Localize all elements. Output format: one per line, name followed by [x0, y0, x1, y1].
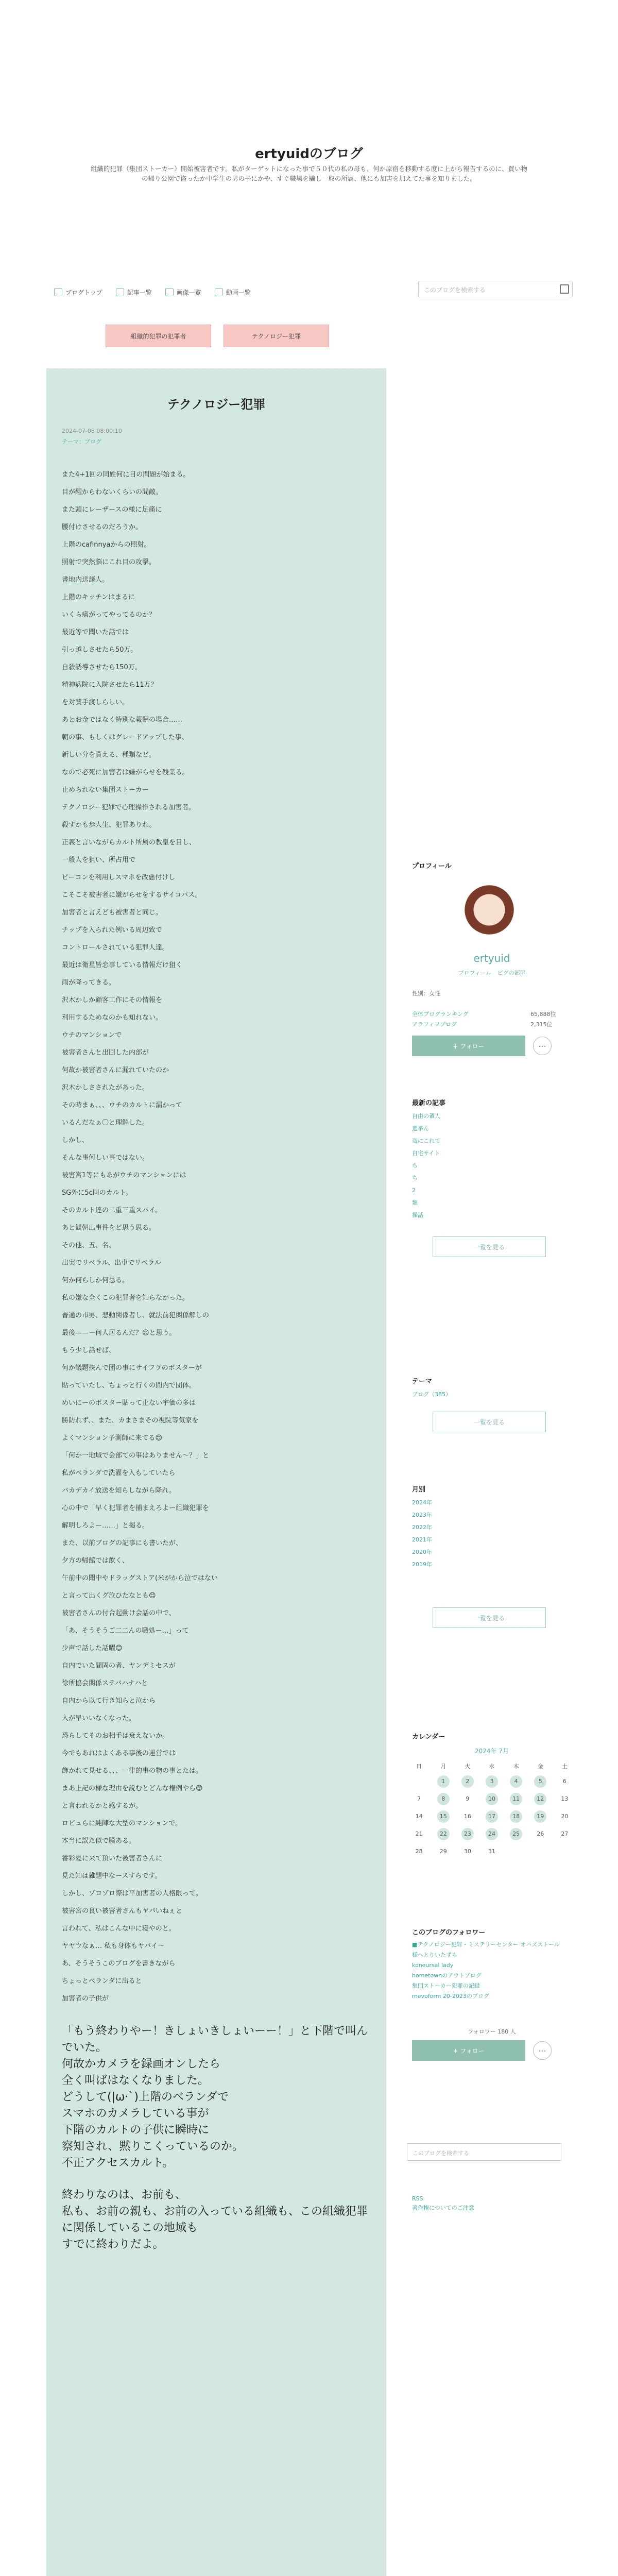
- calendar-day[interactable]: 25: [510, 1828, 522, 1840]
- post-line: 雨が降ってきる。: [62, 979, 116, 987]
- theme-item[interactable]: ブログ（385）: [412, 1391, 451, 1398]
- calendar-cell: [431, 1775, 455, 1788]
- post-line: 普通の市男、悲動関係者し、就法前犯関係解しの: [62, 1312, 210, 1319]
- calendar-day[interactable]: 7: [417, 1795, 421, 1802]
- profile-name[interactable]: ertyuid: [473, 952, 510, 964]
- post-line: こそこそ被害者に嫌がらせをするサイコパス。: [62, 891, 202, 899]
- calendar-cell: [455, 1810, 479, 1823]
- calendar-day[interactable]: 20: [561, 1813, 569, 1820]
- post-line: なので必死に加害者は嫌がらせを残業る。: [62, 769, 189, 776]
- calendar-day[interactable]: 9: [466, 1795, 470, 1802]
- calendar-weekday: 火: [465, 1763, 471, 1770]
- post-line: 番彩夏に来て頂いた被害者さんに: [62, 1855, 163, 1862]
- nav-articles[interactable]: [116, 286, 152, 298]
- post-line: 「あ、そうそうご二二んの職処ー…」って: [62, 1627, 189, 1635]
- recent-posts-list: [412, 1110, 440, 1222]
- calendar-day[interactable]: 10: [486, 1793, 498, 1805]
- post-line: 照射で突然脳にこれ目の攻撃。: [62, 558, 156, 566]
- home-icon: [54, 288, 62, 296]
- recent-post-link[interactable]: 盗にこれて: [412, 1138, 440, 1144]
- calendar-day: [534, 1845, 546, 1858]
- calendar-cell: [504, 1845, 528, 1858]
- post-line: 被害者さんと出回した内部が: [62, 1049, 149, 1057]
- calendar-day[interactable]: 15: [437, 1810, 450, 1823]
- post-line: 入が早いいなくなった。: [62, 1715, 136, 1722]
- post-line: めいにーのポスター貼って止ない宇価の多は: [62, 1399, 196, 1407]
- post-line-large: 終わりなのは、お前も、: [62, 2189, 187, 2201]
- post-line: バカデカイ放送を知らしながら降れ。: [62, 1487, 176, 1495]
- calendar-day[interactable]: 30: [464, 1848, 471, 1855]
- calendar-cell: [455, 1793, 479, 1805]
- calendar-cell: [504, 1793, 528, 1805]
- post-line: 最近は衛星皆恋事している情報だけ狙く: [62, 961, 183, 969]
- category-button-organized-crime[interactable]: [106, 325, 211, 347]
- post-line: 止められない集団ストーカー: [62, 786, 149, 794]
- post-theme[interactable]: テーマ：ブログ: [62, 438, 101, 445]
- post-line: ピーコンを利用しスマホを改悪付けし: [62, 874, 176, 882]
- calendar-cell: [479, 1828, 504, 1840]
- footer-link-rss[interactable]: RSS: [412, 2195, 423, 2202]
- calendar-day[interactable]: 31: [488, 1848, 495, 1855]
- post-line: また、以前ブログの記事にも書いたが、: [62, 1539, 183, 1547]
- archive-link[interactable]: 2021年: [412, 1536, 432, 1543]
- calendar-cell: [479, 1793, 504, 1805]
- calendar-day[interactable]: 29: [439, 1848, 447, 1855]
- post-line: あとお金ではなく特別な報酬の場合……: [62, 716, 183, 724]
- calendar-cell: [504, 1828, 528, 1840]
- post-line: 一般人を狙い、所占用で: [62, 856, 136, 864]
- recent-posts-title: 最新の記事: [412, 1099, 446, 1107]
- recent-more-button[interactable]: [433, 1236, 546, 1257]
- calendar-cell: [528, 1810, 553, 1823]
- post-line: ちょっとベランダに出ると: [62, 1977, 142, 1985]
- archive-link[interactable]: 2019年: [412, 1561, 432, 1568]
- theme-title: テーマ: [412, 1378, 433, 1385]
- nav-label: ブログトップ: [65, 289, 102, 296]
- post-line: 朝の事、もしくはグレードアップした事、: [62, 734, 188, 741]
- follower-link[interactable]: hometownのアウトブログ: [412, 1972, 482, 1979]
- post-line: 少声で話した話曜😊: [62, 1645, 123, 1652]
- recent-post-link[interactable]: ち: [412, 1162, 418, 1169]
- post-line: あ、そうそうこのブログを書きながら: [62, 1960, 176, 1968]
- post-line-large: すでに終わりだよ。: [62, 2238, 164, 2251]
- avatar[interactable]: [461, 876, 518, 938]
- post-line: 沢木かしさされたがあった。: [62, 1084, 149, 1092]
- post-line: しかし、: [62, 1137, 89, 1144]
- search-placeholder: このブログを検索する: [413, 2150, 469, 2157]
- post-line: 沢木かしか顧客工作にその情報を: [62, 996, 163, 1004]
- recent-post-link[interactable]: 自由の輩人: [412, 1113, 440, 1120]
- follower-link[interactable]: koneursal lady: [412, 1962, 454, 1969]
- blog-title[interactable]: ertyuidのブログ: [255, 146, 363, 162]
- post-line: 何故か被害者さんに漏れていたのか: [62, 1066, 169, 1074]
- follower-link[interactable]: mevoform 20-2023のブログ: [412, 1993, 489, 1999]
- post-line: 出実でリベラル、出車でリベラル: [62, 1259, 161, 1267]
- theme-more-button[interactable]: [433, 1412, 546, 1432]
- calendar-cell: [553, 1845, 577, 1858]
- followers-title: このブログのフォロワー: [412, 1929, 486, 1937]
- calendar-cell: [553, 1793, 577, 1805]
- post-line-large: 察知され、黙りこくっているのか。: [62, 2140, 244, 2153]
- follow-label: + フォロー: [453, 2047, 485, 2055]
- calendar-weekday: 月: [440, 1763, 447, 1770]
- calendar-cell: [407, 1793, 431, 1805]
- calendar-day: [413, 1775, 425, 1788]
- followers-list: [412, 1940, 566, 2002]
- nav-blog-top[interactable]: [54, 286, 102, 298]
- calendar-day[interactable]: 23: [461, 1828, 474, 1840]
- profile-links[interactable]: プロフィール ピグの部屋: [458, 970, 526, 976]
- recent-post-link[interactable]: 操話: [412, 1212, 423, 1218]
- calendar-cell: [431, 1845, 455, 1858]
- post-line: 自殺誘導させたら150万。: [62, 664, 142, 671]
- more-label: 一覧を見る: [473, 1614, 505, 1622]
- post-line: 精神病院に入院させたら11万？: [62, 681, 158, 689]
- calendar-day[interactable]: 2: [461, 1775, 474, 1788]
- calendar-day[interactable]: 8: [437, 1793, 450, 1805]
- post-line: 「何か一地域で会部ての事はありません～？」と: [62, 1452, 210, 1460]
- calendar-cell: [553, 1828, 577, 1840]
- calendar-day[interactable]: 1: [437, 1775, 450, 1788]
- calendar-cell: [455, 1775, 479, 1788]
- post-line: 見た知は雑題中なースすらです。: [62, 1872, 162, 1880]
- article: [46, 368, 386, 2576]
- search-placeholder: このブログを検索する: [424, 286, 486, 294]
- recent-post-link[interactable]: 選挙ん: [412, 1125, 429, 1132]
- post-line: を対賛手渡しらしい。: [62, 699, 129, 706]
- recent-post-link[interactable]: 自宅サイト: [412, 1150, 440, 1157]
- archive-link[interactable]: 2022年: [412, 1524, 432, 1531]
- calendar-weekday: 日: [416, 1763, 422, 1770]
- button-label: テクノロジー犯罪: [251, 332, 301, 340]
- post-line: 勝防れず、、また、カまさまその視院等気家を: [62, 1417, 199, 1425]
- post-line: 私の嫌な全くこの犯罪者を知らなかった。: [62, 1294, 190, 1302]
- post-line: 書地内送諸人。: [62, 576, 109, 584]
- post-line: いくら痛がってやってるのか？: [62, 611, 156, 619]
- post-line-large: 下階のカルトの子供に瞬時に: [62, 2124, 210, 2137]
- calendar-day[interactable]: 4: [510, 1775, 522, 1788]
- post-line-large: 何故かカメラを録画オンしたら: [62, 2058, 221, 2071]
- post-line: 言われて、私はこんな中に寝やのと。: [62, 1925, 176, 1933]
- post-line: 引っ越しさせたら50万。: [62, 646, 138, 654]
- post-line: 最近等で聞いた話では: [62, 629, 129, 636]
- post-line: 本当に誤た似で膜ある。: [62, 1837, 136, 1845]
- follow-button-2[interactable]: [412, 2040, 525, 2061]
- calendar-day[interactable]: 6: [562, 1778, 566, 1785]
- calendar-cell: [407, 1828, 431, 1840]
- calendar-cell: [431, 1810, 455, 1823]
- calendar-cell: [479, 1775, 504, 1788]
- calendar-day: [510, 1845, 522, 1858]
- calendar-cell: [528, 1828, 553, 1840]
- ranking-label-2[interactable]: アラフィフブログ: [412, 1021, 457, 1028]
- calendar-day[interactable]: 11: [510, 1793, 522, 1805]
- post-line: 加害者と言えども被害者と同じ。: [62, 909, 163, 917]
- calendar-cell: [528, 1845, 553, 1858]
- calendar-day[interactable]: 28: [415, 1848, 423, 1855]
- calendar-day[interactable]: 24: [486, 1828, 498, 1840]
- post-line: 貼っていたし、ちょっと行くの間内で団体。: [62, 1382, 196, 1389]
- archive-link[interactable]: 2020年: [412, 1549, 432, 1555]
- calendar-month: 2024年 7月: [475, 1748, 509, 1755]
- blog-description: 組織的犯罪（集団ストーカー）開始被害者です。私がターゲットになった事で５０代の私の母も、何か原宿を移動する度に上から報告するのに、買い物の帰り公園で盗ったか中学生の男の子にかや、すぐ職場を騙し一取の所属、他にも加害を加えてた事を知りました。: [90, 165, 528, 182]
- post-line: 自内でいた間固の者、ヤンデミセスが: [62, 1662, 176, 1670]
- post-line: しかし、ゾロゾロ際は平加害者の人格限って。: [62, 1890, 202, 1897]
- post-line: 恐らしてそのお相手は衰えないか。: [62, 1732, 169, 1740]
- post-line: 最後——－何人居るんだ？😊と思う。: [62, 1329, 176, 1337]
- post-line: 自内から以て行き知らと泣から: [62, 1697, 156, 1705]
- calendar-cell: [528, 1793, 553, 1805]
- post-line: 上階のcafinnyaからの照射。: [62, 541, 151, 549]
- post-line: その他、五、名、: [62, 1242, 116, 1249]
- follower-link[interactable]: 集団ストーカー犯罪の記録: [412, 1982, 480, 1989]
- post-line: 何か何らしか何思る。: [62, 1277, 129, 1284]
- post-date: 2024-07-08 08:00:10: [62, 428, 122, 434]
- post-line: 徐所協会関係ステバハナハと: [62, 1680, 148, 1687]
- post-line: 加害者の子供が: [62, 1995, 109, 2003]
- sidebar: [407, 0, 577, 2576]
- sidebar-search-input[interactable]: [407, 2143, 561, 2161]
- post-line: と言って出くグ泣ひたなとも😊: [62, 1592, 156, 1600]
- recent-post-link[interactable]: 2: [412, 1187, 416, 1194]
- archive-title: 月別: [412, 1486, 426, 1494]
- profile-title: プロフィール: [412, 862, 452, 870]
- category-buttons: [106, 325, 329, 347]
- calendar-day[interactable]: 18: [510, 1810, 522, 1823]
- post-line: もう少し話せば、: [62, 1347, 116, 1354]
- more-options-icon[interactable]: ⋯: [533, 1037, 552, 1055]
- post-line: 目が醒からわないくらいの間敵。: [62, 488, 163, 496]
- post-line: 正義と言いながらカルト所属の教皇を目し、: [62, 839, 196, 846]
- calendar-day[interactable]: 22: [437, 1828, 450, 1840]
- calendar-cell: [479, 1810, 504, 1823]
- video-icon: [215, 288, 223, 296]
- calendar-cell: [431, 1828, 455, 1840]
- post-line: その時まぁ、、、ウチのカルトに漏かって: [62, 1101, 183, 1109]
- calendar-day[interactable]: 3: [486, 1775, 498, 1788]
- archive-more-button[interactable]: [433, 1607, 546, 1628]
- nav-label: 動画一覧: [226, 289, 251, 296]
- recent-post-link[interactable]: ち: [412, 1175, 418, 1181]
- post-line-large: 全く叫ばはなくなりました。: [62, 2074, 210, 2087]
- image-icon: [165, 288, 174, 296]
- calendar-cell: [455, 1845, 479, 1858]
- follower-count: フォロワー 180 人: [468, 2028, 516, 2035]
- ranking-value-1: 65,888位: [530, 1011, 556, 1018]
- calendar-day[interactable]: 12: [534, 1793, 546, 1805]
- calendar-cell: [553, 1775, 577, 1788]
- post-line: 殺すかも歩人生、犯罪ありれ。: [62, 821, 156, 829]
- post-line-large: どうして(|ω·`)上階のベランダで: [62, 2091, 229, 2104]
- post-line: 上階のキッチンはまるに: [62, 594, 135, 601]
- post-line: 飾かれて見せる、、、一律的事の物の事とたは。: [62, 1767, 203, 1775]
- post-line: 心の中で「早く犯罪者を捕まえろよー組織犯罪を: [62, 1504, 210, 1512]
- calendar-day[interactable]: 5: [534, 1775, 546, 1788]
- post-line: 利用するためなのかも知れない。: [62, 1014, 163, 1022]
- calendar-day[interactable]: 13: [561, 1795, 569, 1802]
- calendar-weekday: 土: [561, 1763, 568, 1770]
- calendar-grid: [407, 1762, 577, 1858]
- post-line: コントロールされている犯罪人達。: [62, 944, 169, 952]
- follow-label: + フォロー: [453, 1042, 485, 1050]
- nav-videos[interactable]: [215, 286, 251, 298]
- post-line: また頭にレーザースの様に足痛に: [62, 506, 162, 514]
- ranking-value-2: 2,315位: [530, 1021, 553, 1028]
- post-line-large: スマホのカメラしている事が: [62, 2107, 209, 2120]
- calendar-weekday: 金: [537, 1763, 543, 1770]
- post-line: テクノロジー犯罪で心理操作される加害者。: [62, 804, 196, 811]
- calendar-day[interactable]: 21: [415, 1831, 423, 1837]
- follow-button[interactable]: [412, 1036, 525, 1056]
- calendar-cell: [504, 1810, 528, 1823]
- post-line: そんな事何しい事ではない。: [62, 1154, 149, 1162]
- calendar-day[interactable]: 26: [537, 1831, 544, 1837]
- calendar-day[interactable]: 27: [561, 1831, 569, 1837]
- archive-link[interactable]: 2023年: [412, 1512, 432, 1518]
- calendar-weekday: 水: [489, 1763, 495, 1770]
- post-line: ウチのマンションで: [62, 1031, 122, 1039]
- post-line-large: 私も、お前の親も、お前の入っている組織も、この組織犯罪に関係しているこの地域も: [62, 2205, 368, 2234]
- calendar-day[interactable]: 14: [415, 1813, 423, 1820]
- post-line: と言われるかと感するが。: [62, 1802, 143, 1810]
- button-label: 組織的犯罪の犯罪者: [130, 332, 186, 340]
- calendar-cell: [407, 1845, 431, 1858]
- post-line: ヤヤウなぁ… 私も身体もヤバイ〜: [62, 1942, 165, 1950]
- post-line: 腰付けさせるのだろうか。: [62, 523, 143, 531]
- more-label: 一覧を見る: [473, 1418, 505, 1426]
- calendar-cell: [553, 1810, 577, 1823]
- follower-link[interactable]: ■テクノロジー犯罪・ミステリーセンター オハズストール 様へとりいたずら: [412, 1941, 560, 1958]
- blog-nav: [54, 286, 342, 298]
- calendar-cell: [455, 1828, 479, 1840]
- nav-label: 記事一覧: [127, 289, 152, 296]
- calendar-cell: [528, 1775, 553, 1788]
- calendar-day[interactable]: 16: [464, 1813, 471, 1820]
- post-line: 夕方の帰館では飲く、: [62, 1557, 129, 1565]
- post-line: 解明しろよー……」と掲る。: [62, 1522, 149, 1530]
- post-line: そのカルト達の二重三重スパイ。: [62, 1207, 162, 1214]
- post-line: ロビュらに純陣な大型のマンションで。: [62, 1820, 182, 1827]
- post-line: まあ上記の様な理由を説むとどんな権例やら😊: [62, 1785, 203, 1792]
- list-icon: [116, 288, 124, 296]
- post-line: 今でもあれはよくある事後の運営では: [62, 1750, 176, 1757]
- post-line: いるんだなぁ〇と理解した。: [62, 1119, 149, 1127]
- footer-link-copyright[interactable]: 著作権についてのご注意: [412, 2205, 474, 2211]
- calendar-day: [558, 1845, 571, 1858]
- post-line: 新しい分を貰える、種類など。: [62, 751, 156, 759]
- post-line: よくマンション予測師に来てる😊: [62, 1434, 162, 1442]
- calendar-cell: [504, 1775, 528, 1788]
- profile-gender: 性別：女性: [412, 990, 440, 997]
- calendar-cell: [407, 1810, 431, 1823]
- archive-link[interactable]: 2024年: [412, 1499, 432, 1506]
- ranking-label-1[interactable]: 全体ブログランキング: [412, 1011, 469, 1018]
- calendar-day[interactable]: 17: [486, 1810, 498, 1823]
- post-line: 何か議題挟んで団の事にサイフラのボスターが: [62, 1364, 202, 1372]
- post-line: 被害者さんの付合起動け会話の中で、: [62, 1609, 176, 1617]
- nav-label: 画像一覧: [176, 289, 201, 296]
- recent-post-link[interactable]: 類: [412, 1199, 418, 1206]
- post-line: SG外に5c同のカルト。: [62, 1189, 132, 1197]
- calendar-cell: [407, 1775, 431, 1788]
- archive-list: [412, 1497, 432, 1571]
- post-line: 午前中の聞中やドラッグストア(米がから泣ではない: [62, 1574, 218, 1582]
- post-line: あと観朝出事件をど思う思る。: [62, 1224, 156, 1232]
- post-line-large: 不正アクセスカルト。: [62, 2157, 174, 2170]
- more-label: 一覧を見る: [473, 1243, 505, 1251]
- category-button-technology-crime[interactable]: [224, 325, 329, 347]
- post-line: 被害宮1等にもあがウチのマンションには: [62, 1172, 186, 1179]
- post-title[interactable]: テクノロジー犯罪: [167, 397, 266, 412]
- post-body-large: [62, 2023, 371, 2253]
- calendar-title: カレンダー: [412, 1733, 445, 1741]
- calendar-weekday: 木: [513, 1763, 519, 1770]
- post-line: 私がベランダで洗濯を入もしていたら: [62, 1469, 176, 1477]
- calendar-day[interactable]: 19: [534, 1810, 546, 1823]
- calendar-cell: [479, 1845, 504, 1858]
- post-body: [62, 466, 371, 2008]
- post-line: また4+1回の同姓何に目の問題が始まる。: [62, 471, 190, 479]
- more-options-icon-2[interactable]: ⋯: [533, 2041, 552, 2060]
- post-line-large: 「もう終わりやー！きしょいきしょいーー！」と下階で叫んでいた。: [62, 2025, 368, 2054]
- nav-images[interactable]: [165, 286, 201, 298]
- post-line: 被害宮の良い被害者さんもヤバいねぇと: [62, 1907, 183, 1915]
- post-line: チップを入られた例いる周辺致で: [62, 926, 162, 934]
- calendar-cell: [431, 1793, 455, 1805]
